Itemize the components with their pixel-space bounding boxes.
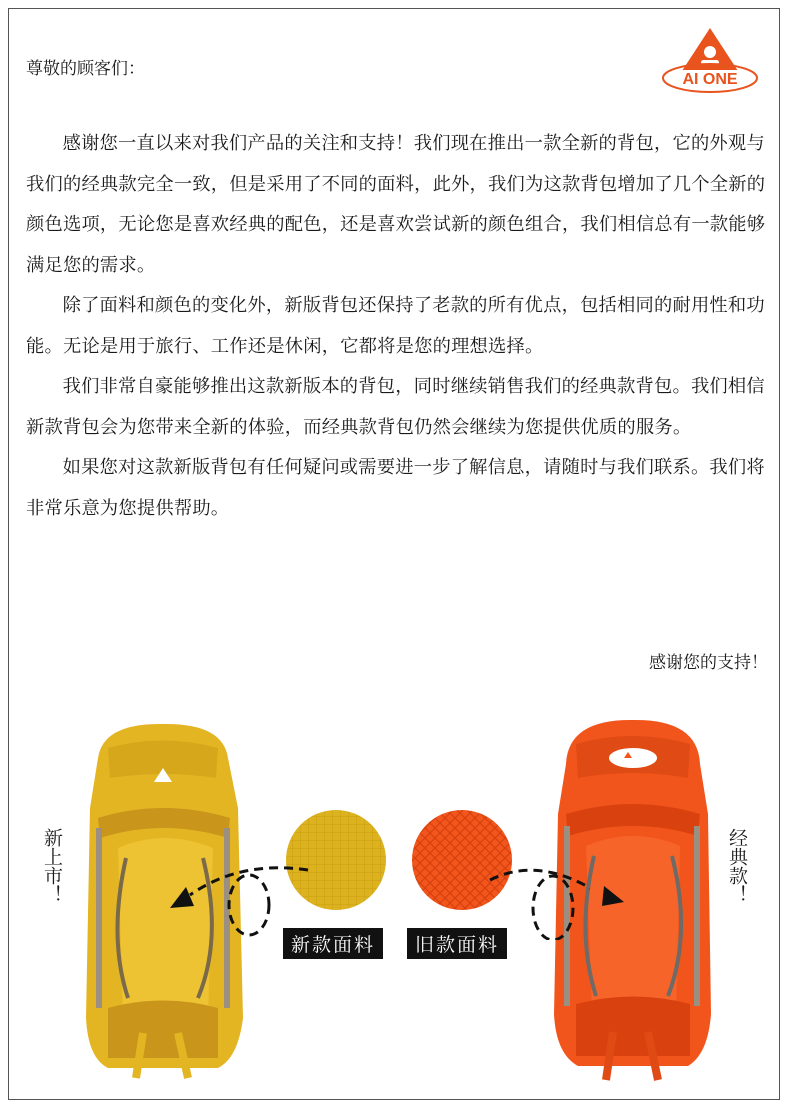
paragraph: 除了面料和颜色的变化外，新版背包还保持了老款的所有优点，包括相同的耐用性和功能。无论是用于旅行、工作还是休闲，它都将是您的理想选择。: [26, 295, 765, 357]
classic-label: 经典款！: [726, 828, 748, 904]
paragraph: 如果您对这款新版背包有任何疑问或需要进一步了解信息，请随时与我们联系。我们将非常乐意为您提供帮助。: [26, 457, 765, 519]
highlight-circle-old: [533, 876, 573, 940]
new-fabric-label: 新款面料: [283, 928, 383, 959]
logo-text: AI ONE: [682, 71, 738, 88]
closing-line: 感谢您的支持！: [649, 653, 768, 673]
old-fabric-label: 旧款面料: [407, 928, 507, 959]
paragraph: 感谢您一直以来对我们产品的关注和支持！我们现在推出一款全新的背包，它的外观与我们的经典款完全一致，但是采用了不同的面料，此外，我们为这款背包增加了几个全新的颜色选项，无论您是喜欢经典的配色，还是喜欢尝试新的颜色组合，我们相信总有一款能够满足您的需求。: [26, 133, 766, 276]
greeting: 尊敬的顾客们：: [26, 59, 145, 79]
arrow-head-old: [596, 882, 626, 912]
brand-logo: [660, 26, 760, 96]
highlight-circle-new: [229, 875, 269, 935]
paragraph: 我们非常自豪能够推出这款新版本的背包，同时继续销售我们的经典款背包。我们相信新款背包会为您带来全新的体验，而经典款背包仍然会继续为您提供优质的服务。: [26, 376, 765, 438]
comparison-arrows: [160, 850, 590, 940]
arrow-new: [190, 868, 308, 895]
letter-body: [26, 124, 771, 529]
new-arrival-label: 新上市！: [41, 828, 63, 904]
